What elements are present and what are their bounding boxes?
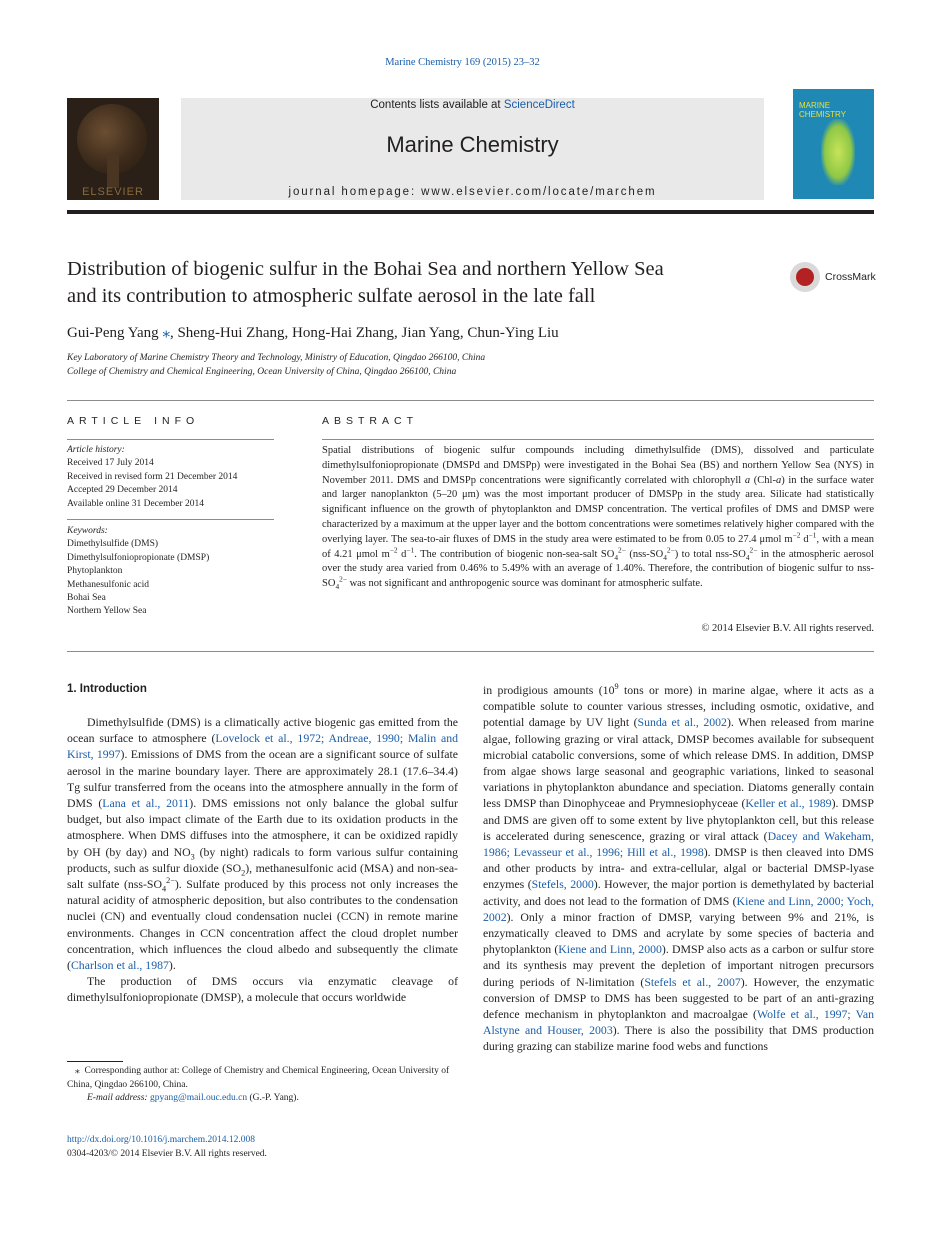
journal-banner xyxy=(181,98,764,200)
doi-link[interactable]: http://dx.doi.org/10.1016/j.marchem.2014.12.008 xyxy=(67,1135,255,1145)
elsevier-logo xyxy=(67,98,159,200)
contents-line: Contents lists available at ScienceDirect xyxy=(370,99,575,111)
article-title: Distribution of biogenic sulfur in the Bohai Sea and northern Yellow Sea and its contribution to atmospheric sulfate aerosol in the late fall xyxy=(67,258,664,307)
keyword: Methanesulfonic acid xyxy=(67,579,150,590)
abstract-copyright: © 2014 Elsevier B.V. All rights reserved. xyxy=(701,623,874,634)
keyword: Bohai Sea xyxy=(67,593,106,604)
affiliation-1: Key Laboratory of Marine Chemistry Theory and Technology, Ministry of Education, Qingdao 266100, China xyxy=(67,353,486,363)
article-info-heading: ARTICLE INFO xyxy=(67,415,200,427)
history-item: Available online 31 December 2014 xyxy=(67,498,204,509)
divider xyxy=(67,400,874,401)
doi-block xyxy=(67,1134,267,1161)
corresponding-author-star[interactable]: ⁎ xyxy=(162,325,170,341)
history-item: Received in revised form 21 December 2014 xyxy=(67,471,238,482)
footnote-corresponding-author: ⁎ Corresponding author at: College of Chemistry and Chemical Engineering, Ocean University of China, Qingdao 266100, China. xyxy=(67,1066,450,1090)
section-heading-introduction: 1. Introduction xyxy=(67,683,147,695)
cover-title: MARINE CHEMISTRY xyxy=(799,101,846,119)
history-item: Accepted 29 December 2014 xyxy=(67,485,178,496)
keyword: Dimethylsulfoniopropionate (DMSP) xyxy=(67,552,210,563)
publisher-logo-text: ELSEVIER xyxy=(82,186,144,198)
author-list: Gui-Peng Yang ⁎, Sheng-Hui Zhang, Hong-Hai Zhang, Jian Yang, Chun-Ying Liu xyxy=(67,325,559,341)
crossmark-badge[interactable]: CrossMark xyxy=(790,262,880,294)
affiliation-2: College of Chemistry and Chemical Engineering, Ocean University of China, Qingdao 266100, China xyxy=(67,367,457,377)
paragraph: The production of DMS occurs via enzymatic cleavage of dimethylsulfoniopropionate (DMSP), a molecule that occurs worldwide xyxy=(67,974,458,1005)
abstract-heading: ABSTRACT xyxy=(322,415,419,427)
paragraph: Dimethylsulfide (DMS) is a climatically active biogenic gas emitted from the ocean surface to atmosphere (Lovelock et al., 1972; Andreae, 1990; Malin and Kirst, 1997). Emissions of DMS from the ocean are a significant source of sulfate aerosol in the marine boundary layer. There are approximately 28.1 (17.6–34.4) Tg sulfur transferred from the oceans into the atmosphere annually in the form of DMS (Lana et al., 2011). DMS emissions not only balance the global sulfur budget, but also impact climate of the Earth due to its oxidation products in the atmosphere. When DMS diffuses into the atmosphere, it can be oxidized rapidly by OH (by day) and $NO_3$ (by night) radicals to form various sulfur containing products, such as sulfur dioxide $(SO_2)$, methanesulfonic acid (MSA) and non-sea-salt sulfate $(nss-SO_4^{2-})$. Sulfate produced by this process not only increases the natural acidity of atmospheric deposition, but also contributes to the condensation nuclei (CN) and eventually cloud condensation nuclei (CCN) in remote marine environments. Changes in CCN concentration affect the cloud droplet number concentration, which influences the cloud albedo and subsequently the climate (Charlson et al., 1987). xyxy=(67,715,459,973)
article-history: Article history: Received 17 July 2014 Received in revised form 21 December 2014 Accepted 29 December 2014 Available online 31 December 2014 xyxy=(67,444,274,511)
journal-citation[interactable]: Marine Chemistry 169 (2015) 23–32 xyxy=(385,57,540,68)
paragraph: in prodigious amounts ($10^9$ tons or more) in marine algae, where it acts as a compatible solute to counter various stresses, including osmotic, oxidative, and potential damage by UV light (Sunda et al., 2002). When released from marine algae, following grazing or viral attack, DMSP becomes available for subsequent microbial catabolic conversions, some of which release DMS. In addition, DMSP from algae shows large seasonal and geographic variations, linked to seasonal variations in phytoplankton abundance and speciation. Diatoms generally contain less DMSP than Dinophyceae and Prymnesiophyceae (Keller et al., 1989). DMSP and DMS are given off to some extent by live phytoplankton cell, but this release is accelerated during senescence, grazing or viral attack (Dacey and Wakeham, 1986; Levasseur et al., 1996; Hill et al., 1998). DMSP is then cleaved into DMS and other products by intra- and extra-cellular, algal or bacterial DMSP-lyase enzymes (Stefels, 2000). However, the major portion is demethylated by bacterial activity, and does not lead to the formation of DMS (Kiene and Linn, 2000; Yoch, 2002). Only a minor fraction of DMSP, varying between 9% and 21%, is enzymatically cleaved to DMS and acrylate by some species of bacteria and phytoplankton (Kiene and Linn, 2000). DMSP also acts as a carbon or sulfur store and its synthesis may prevent the depletion of important nitrogen precursors during periods of N-limitation (Stefels et al., 2007). However, the enzymatic conversion of DMSP to DMS has been suggested to be part of an anti-grazing defence mechanism in phytoplankton and macroalgae (Wolfe et al., 1997; Van Alstyne and Houser, 2003). There is also the possibility that DMS production during grazing can stabilize marine food webs and functions xyxy=(483,682,875,1054)
divider xyxy=(67,651,874,652)
keyword: Northern Yellow Sea xyxy=(67,606,147,617)
keyword: Phytoplankton xyxy=(67,566,123,577)
email-link[interactable]: gpyang@mail.ouc.edu.cn xyxy=(149,1093,248,1103)
journal-homepage[interactable]: journal homepage: www.elsevier.com/locate/marchem xyxy=(288,186,657,198)
header-divider xyxy=(67,210,874,214)
journal-title: Marine Chemistry xyxy=(386,132,559,157)
sciencedirect-link[interactable]: ScienceDirect xyxy=(503,99,575,111)
journal-cover[interactable] xyxy=(793,89,874,199)
body-column-left xyxy=(67,714,458,1006)
keywords: Keywords: Dimethylsulfide (DMS) Dimethylsulfoniopropionate (DMSP) Phytoplankton Methanesulfonic acid Bohai Sea Northern Yellow Sea xyxy=(67,525,274,619)
crossmark-icon xyxy=(790,262,820,292)
keyword: Dimethylsulfide (DMS) xyxy=(67,539,159,550)
history-item: Received 17 July 2014 xyxy=(67,458,154,469)
issn-line: 0304-4203/© 2014 Elsevier B.V. All rights reserved. xyxy=(67,1148,267,1159)
body-column-right xyxy=(483,682,874,1055)
footnote-email: E-mail address: gpyang@mail.ouc.edu.cn (G.-P. Yang). xyxy=(87,1093,299,1103)
abstract-text: Spatial distributions of biogenic sulfur compounds including dimethylsulfide (DMS), dissolved and particulate dimethylsulfoniopropionate (DMSPd and DMSPp) were investigated in the Bohai Sea (BS) and northern Yellow Sea (NYS) in November 2011. DMS and DMSPp concentrations were significantly correlated with chlorophyll a (Chl-a) in the surface water and larger nanoplankton (5–20 μm) was the most important producer of DMSPp in the study area. Silicate had statistically significant influence on the growth of phytoplankton and DMSP concentration. The vertical profiles of DMS and DMSP were characterized by a maximum at the upper layer and the bottom concentrations were sometimes relatively higher compared with the overlying layer. The sea-to-air fluxes of DMS in the study area were estimated to be from 0.05 to 27.4 μmol $m^{-2}$ $d^{-1}$, with a mean of 4.21 μmol $m^{-2}$ $d^{-1}$. The contribution of biogenic non-sea-salt $SO_4^{2-}$ $(nss-SO_4^{2-})$ to total nss-$SO_4^{2-}$ in the atmospheric aerosol over the study area varied from 0.46% to 5.49% with an average of 1.40%. Therefore, the contribution of biogenic sulfur to nss-$SO_4^{2-}$ was not significant and anthropogenic source was dominant for atmospheric sulfate. xyxy=(322,445,875,592)
